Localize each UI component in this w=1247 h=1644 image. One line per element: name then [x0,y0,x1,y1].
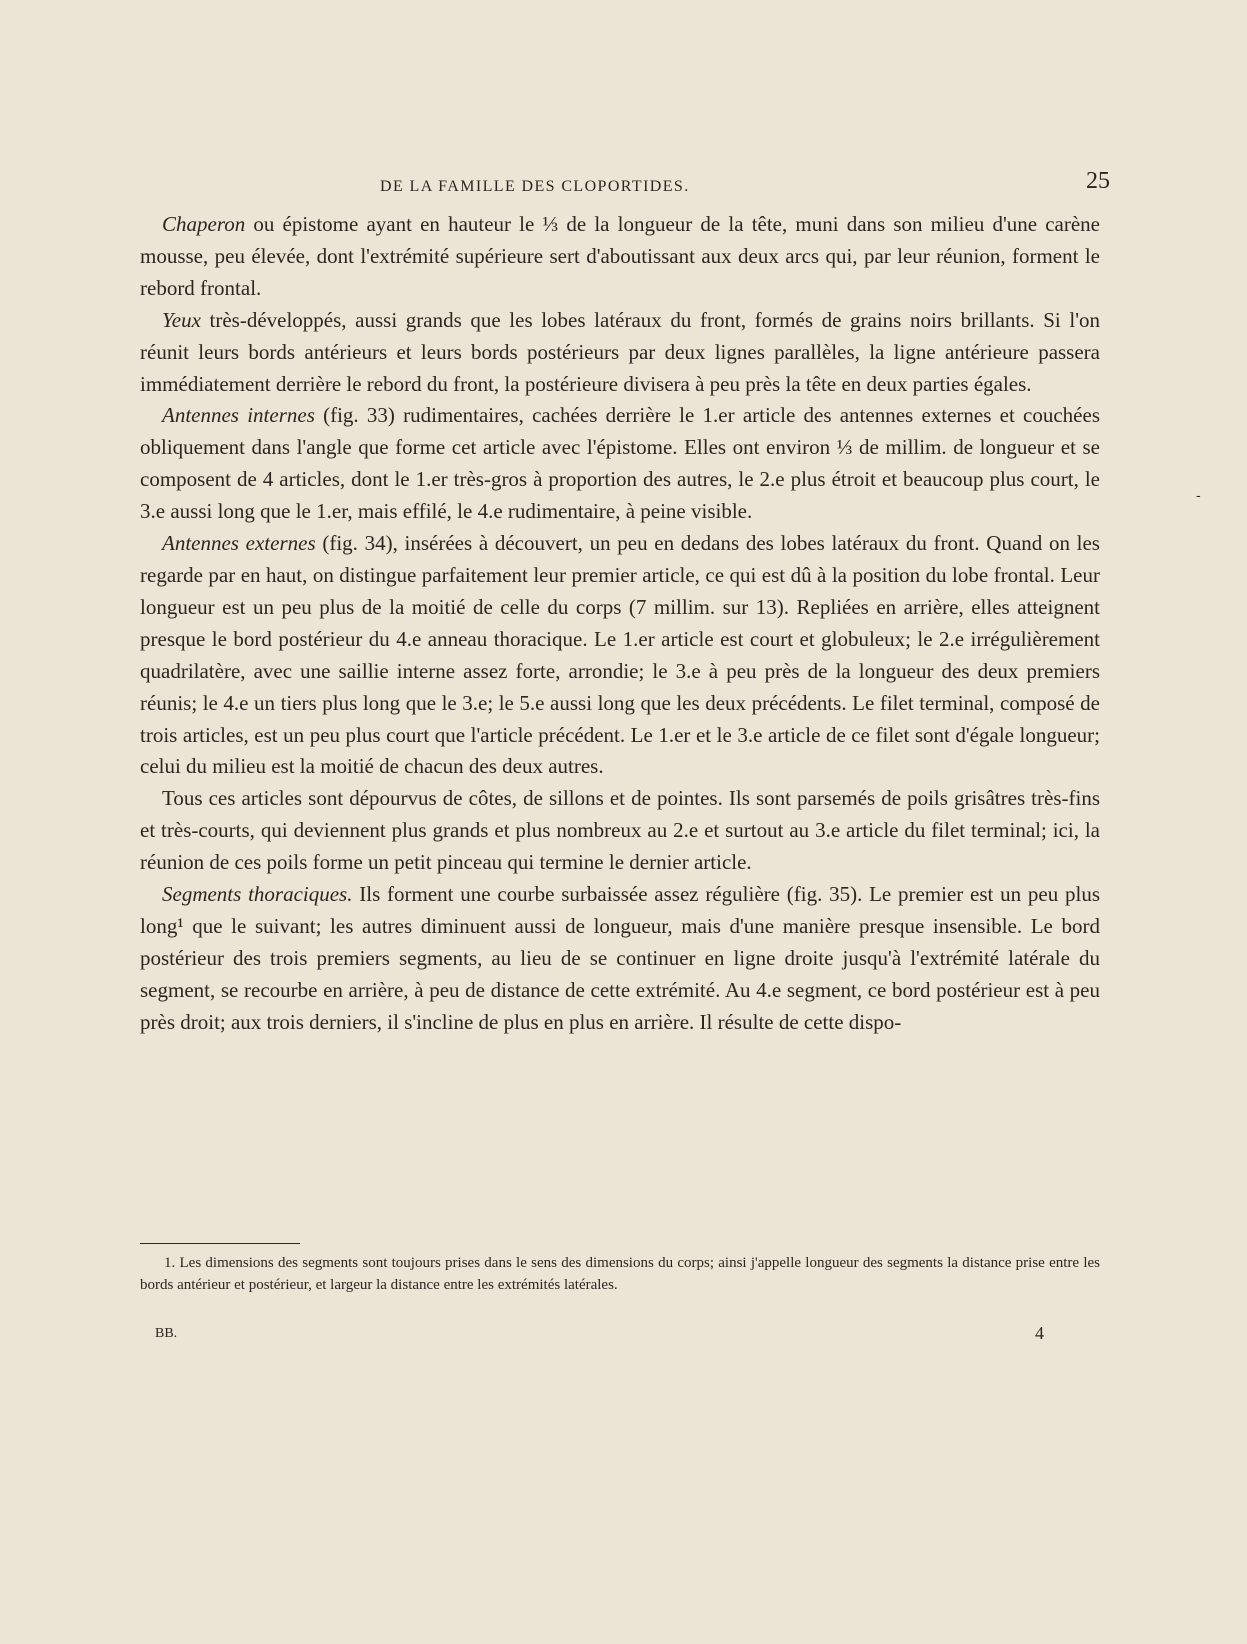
printer-signature-number: 4 [1035,1323,1044,1343]
paragraph-articles [140,783,1100,879]
paragraph-segments-thoraciques [140,879,1100,1039]
paragraph-body: ou épistome ayant en hauteur le ⅓ de la longueur de la tête, muni dans son milieu d'une carène mousse, peu élevée, dont l'extrémité supérieure sert d'aboutissant aux deux arcs qui, par leur réunion, forment le rebord frontal. [140,212,1100,300]
paragraph-lead: Chaperon [162,212,246,236]
paragraph-body: (fig. 34), insérées à découvert, un peu en dedans des lobes latéraux du front. Quand on les regarde par en haut, on distingue parfaitement leur premier article, ce qui est dû à la position du lobe frontal. Leur longueur est un peu plus de la moitié de celle du corps (7 millim. sur 13). Repliées en arrière, elles atteignent presque le bord postérieur du 4.e anneau thoracique. Le 1.er article est court et globuleux; le 2.e irrégulièrement quadrilatère, avec une saillie interne assez forte, arrondie; le 3.e à peu près de la longueur des deux premiers réunis; le 4.e un tiers plus long que le 3.e; le 5.e aussi long que les deux précédents. Le filet terminal, composé de trois articles, est un peu plus court que l'article précédent. Le 1.er et le 3.e article de ce filet sont d'égale longueur; celui du milieu est la moitié de chacun des deux autres. [140,531,1100,779]
paragraph-body: très-développés, aussi grands que les lobes latéraux du front, formés de grains noirs brillants. Si l'on réunit leurs bords antérieurs et leurs bords postérieurs par deux lignes parallèles, la ligne antérieure passera immédiatement derrière le rebord du front, la postérieure divisera à peu près la tête en deux parties égales. [140,307,1100,396]
paragraph-body: Tous ces articles sont dépourvus de côtes, de sillons et de pointes. Ils sont parsemés de poils grisâtres très-fins et très-courts, qui deviennent plus grands et plus nombreux au 2.e et surtout au 3.e article du filet terminal; ici, la réunion de ces poils forme un petit pinceau qui termine le dernier article. [140,786,1100,875]
paragraph-yeux [140,305,1100,401]
paragraph-chaperon [140,209,1100,305]
paragraph-lead: Antennes externes [162,531,316,556]
body-text [140,209,1100,1039]
paragraph-body: (fig. 33) rudimentaires, cachées derrière le 1.er article des antennes externes et couchées obliquement dans l'angle que forme cet article avec l'épistome. Elles ont environ ⅓ de millim. de longueur et se composent de 4 articles, dont le 1.er très-gros à proportion des autres, le 2.e plus étroit et beaucoup plus court, le 3.e aussi long que le 1.er, mais effilé, le 4.e rudimentaire, à peine visible. [140,403,1100,524]
paragraph-antennes-externes [140,528,1100,783]
paragraph-lead: Segments thoraciques. [162,882,353,907]
page-header [140,168,1110,208]
printer-signature-mark: BB. [155,1326,178,1341]
paragraph-lead: Yeux [162,307,201,332]
footnote-divider [140,1243,300,1244]
footnote [140,1252,1100,1296]
running-title: DE LA FAMILLE DES CLOPORTIDES. [380,178,690,195]
paragraph-antennes-internes [140,400,1100,528]
footnote-text: 1. Les dimensions des segments sont toujours prises dans le sens des dimensions du corps; ainsi j'appelle longueur des segments la distance prise entre les bords antérieur et postérieur, et largeur la distance entre les extrémités latérales. [140,1255,1100,1293]
page-number: 25 [1086,168,1110,194]
margin-mark: - [1196,488,1201,504]
paragraph-lead: Antennes internes [162,403,315,428]
paragraph-body: Ils forment une courbe surbaissée assez régulière (fig. 35). Le premier est un peu plus long¹ que le suivant; les autres diminuent aussi de longueur, mais d'une manière presque insensible. Le bord postérieur des trois premiers segments, au lieu de se continuer en ligne droite jusqu'à l'extrémité latérale du segment, se recourbe en arrière, à peu de distance de cette extrémité. Au 4.e segment, ce bord postérieur est à peu près droit; aux trois derniers, il s'incline de plus en plus en arrière. Il résulte de cette dispo- [140,882,1100,1034]
